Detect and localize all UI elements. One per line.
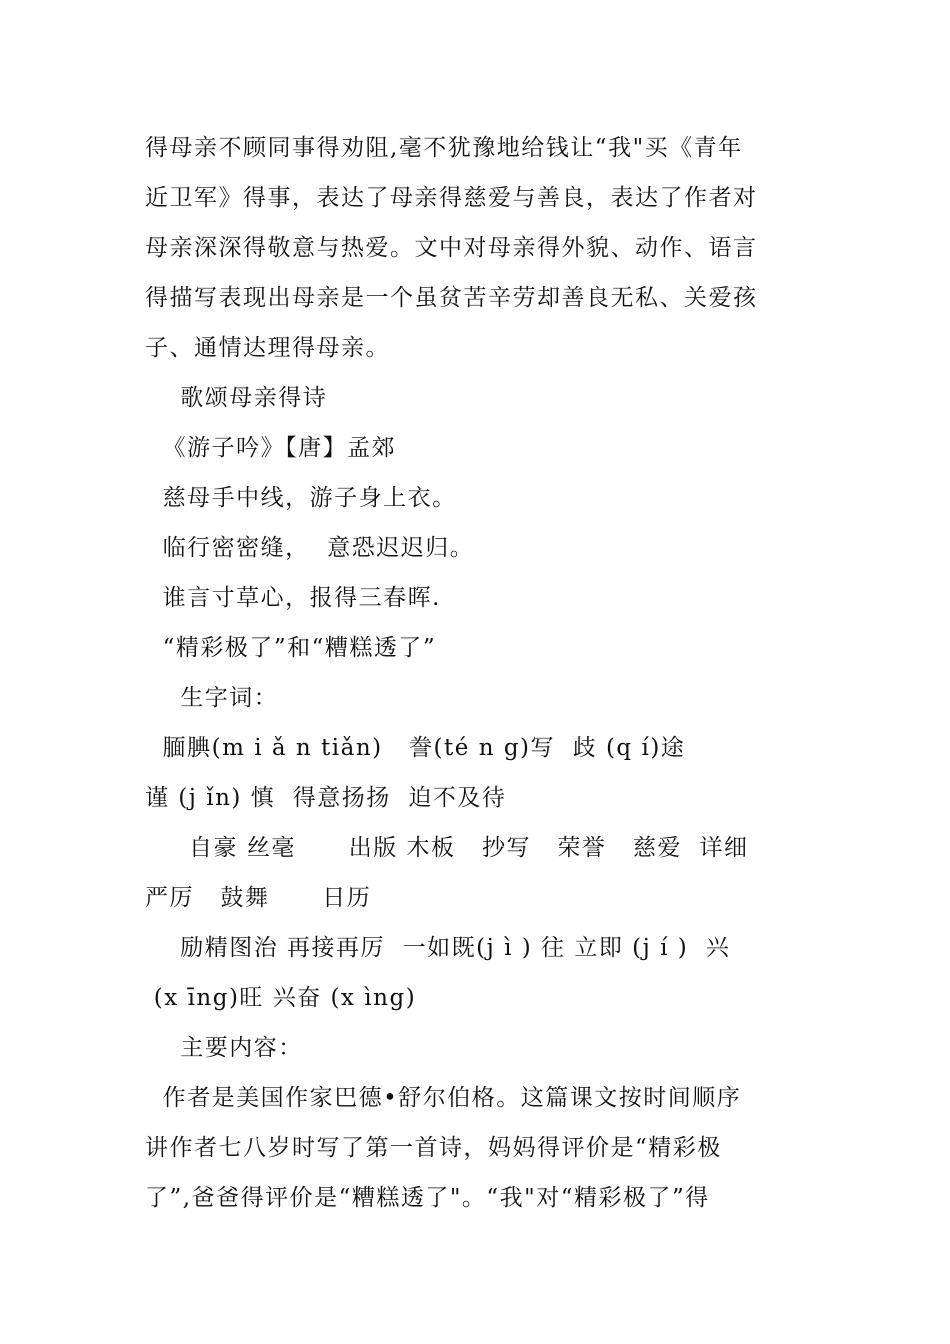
text-line: 子、通情达理得母亲。 <box>145 335 390 361</box>
vocab-line: 腼腆(m i ǎ n tiǎn) 誊(té n g)写 歧 (q í)途 <box>145 735 686 761</box>
poem-title: 《游子吟》【唐】孟郊 <box>145 435 397 461</box>
poem-line: 谁言寸草心，报得三春晖. <box>145 585 441 611</box>
poem-line: 临行密密缝， 意恐迟迟归。 <box>145 535 475 561</box>
text-line: 得描写表现出母亲是一个虽贫苦辛劳却善良无私、关爱孩 <box>145 285 758 311</box>
section-heading: 歌颂母亲得诗 <box>145 385 328 411</box>
text-line: 作者是美国作家巴德•舒尔伯格。这篇课文按时间顺序 <box>145 1085 742 1111</box>
vocab-line: 励精图治 再接再厉 一如既(j ì ) 往 立即 (j í ) 兴 <box>145 935 731 961</box>
poem-line: 慈母手中线，游子身上衣。 <box>145 485 457 511</box>
vocab-line: (x īng)旺 兴奋 (x ìng) <box>145 985 417 1011</box>
section-heading: 生字词： <box>145 685 279 711</box>
text-line: 了”,爸爸得评价是“糟糕透了"。“我"对“精彩极了”得 <box>145 1185 710 1211</box>
text-line: 得母亲不顾同事得劝阻,毫不犹豫地给钱让“我"买《青年 <box>145 135 743 161</box>
vocab-line: 自豪 丝毫 出版 木板 抄写 荣誉 慈爱 详细 <box>145 835 749 861</box>
text-line: 母亲深深得敬意与热爱。文中对母亲得外貌、动作、语言 <box>145 235 758 261</box>
lesson-title: “精彩极了”和“糟糕透了” <box>145 635 437 661</box>
text-line: 讲作者七八岁时写了第一首诗，妈妈得评价是“精彩极 <box>145 1135 722 1161</box>
vocab-line: 严厉 鼓舞 日历 <box>145 885 372 911</box>
section-heading: 主要内容： <box>145 1035 303 1061</box>
vocab-line: 谨 (j ǐn) 慎 得意扬扬 迫不及待 <box>145 785 507 811</box>
text-line: 近卫军》得事，表达了母亲得慈爱与善良，表达了作者对 <box>145 185 758 211</box>
